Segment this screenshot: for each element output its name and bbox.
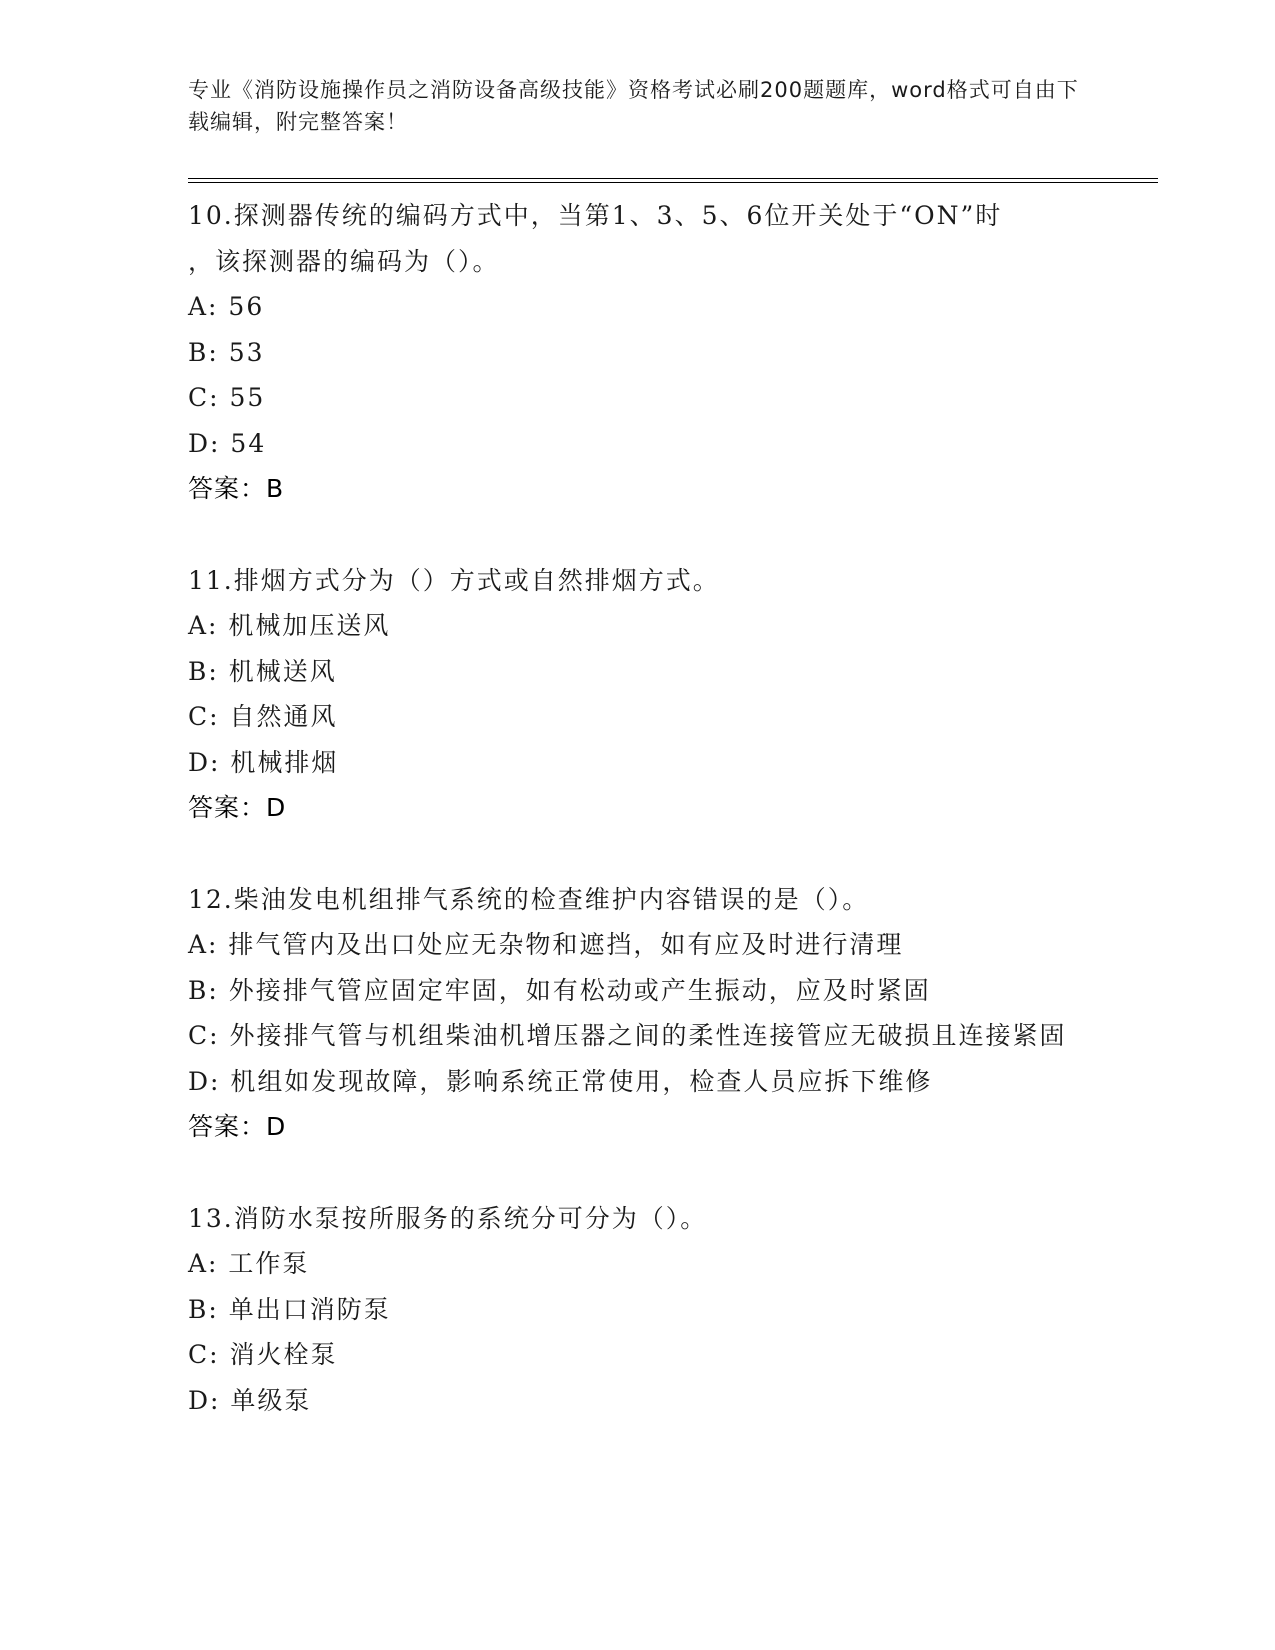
question-stem: 12.柴油发电机组排气系统的检查维护内容错误的是（）。 bbox=[188, 884, 870, 914]
question-stem: 11.排烟方式分为（）方式或自然排烟方式。 bbox=[188, 565, 720, 595]
question-10 bbox=[188, 193, 1088, 512]
answer-label: 答案：D bbox=[188, 793, 287, 822]
document-header: 专业《消防设施操作员之消防设备高级技能》资格考试必刷200题题库，word格式可自由下载编辑，附完整答案！ bbox=[188, 78, 1079, 134]
answer-label: 答案：D bbox=[188, 1112, 287, 1141]
option-c: C: 自然通风 bbox=[188, 702, 338, 731]
question-list bbox=[188, 193, 1088, 1469]
header-divider-bottom bbox=[188, 182, 1158, 183]
option-d: D: 机械排烟 bbox=[188, 747, 339, 777]
option-c: C: 55 bbox=[188, 383, 266, 412]
answer-label: 答案：B bbox=[188, 474, 285, 503]
question-stem: 13.消防水泵按所服务的系统分可分为（）。 bbox=[188, 1203, 708, 1233]
option-d: D: 54 bbox=[188, 428, 267, 458]
option-a: A: 56 bbox=[188, 292, 265, 321]
option-c: C: 消火栓泵 bbox=[188, 1340, 338, 1369]
option-a: A: 工作泵 bbox=[188, 1249, 310, 1278]
question-stem-continued: ，该探测器的编码为（）。 bbox=[188, 246, 500, 276]
option-a: A: 机械加压送风 bbox=[188, 611, 391, 640]
option-d: D: 机组如发现故障，影响系统正常使用，检查人员应拆下维修 bbox=[188, 1066, 933, 1096]
option-b: B: 外接排气管应固定牢固，如有松动或产生振动，应及时紧固 bbox=[188, 975, 931, 1005]
option-b: B: 机械送风 bbox=[188, 656, 337, 686]
option-c: C: 外接排气管与机组柴油机增压器之间的柔性连接管应无破损且连接紧固 bbox=[188, 1021, 1067, 1050]
option-d: D: 单级泵 bbox=[188, 1385, 312, 1415]
option-b: B: 单出口消防泵 bbox=[188, 1294, 391, 1324]
question-13 bbox=[188, 1196, 1088, 1424]
question-12 bbox=[188, 877, 1088, 1150]
question-11 bbox=[188, 558, 1088, 831]
option-a: A: 排气管内及出口处应无杂物和遮挡，如有应及时进行清理 bbox=[188, 930, 904, 959]
header-divider-top bbox=[188, 178, 1158, 179]
option-b: B: 53 bbox=[188, 337, 265, 367]
question-stem: 10.探测器传统的编码方式中，当第1、3、5、6位开关处于“ON”时 bbox=[188, 201, 1003, 230]
